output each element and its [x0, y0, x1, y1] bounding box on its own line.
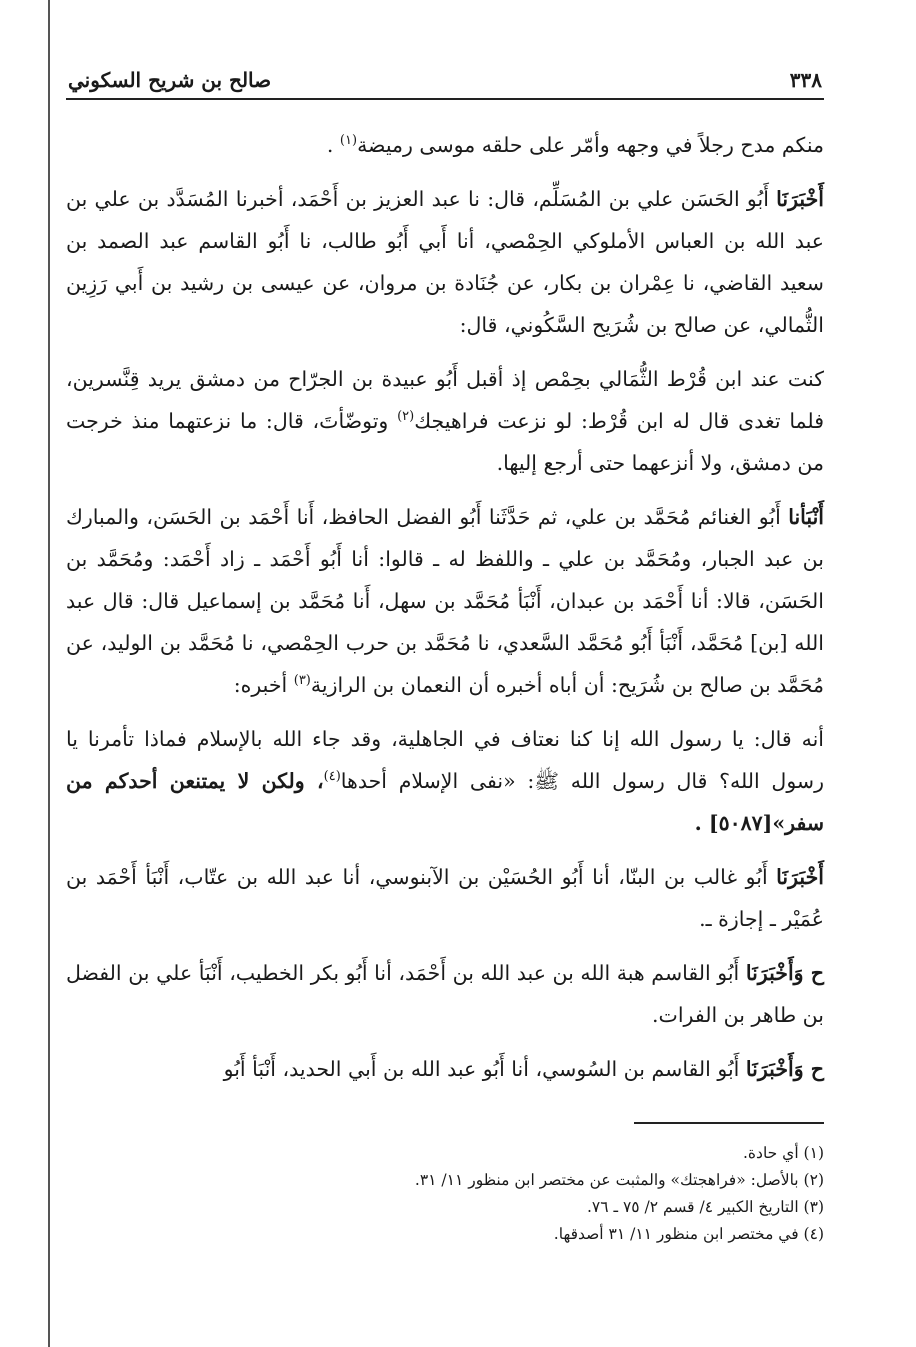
footnote: (٣) التاريخ الكبير ٤/ قسم ٢/ ٧٥ ـ ٧٦.	[586, 1198, 824, 1216]
page	[66, 58, 824, 1347]
isnad-lead: أَخْبَرَنَا	[776, 865, 824, 889]
isnad-lead: أَنْبَأنا	[788, 505, 824, 529]
page-number: ٣٣٨	[789, 68, 822, 92]
running-header	[66, 58, 824, 100]
footnote-ref: (٣)	[293, 673, 311, 689]
footnote-separator	[634, 1122, 824, 1124]
isnad-lead: ح وَأَخْبَرَنَا	[745, 1057, 824, 1081]
footnote-ref: (٢)	[397, 409, 415, 425]
isnad-lead: أَخْبَرَنَا	[776, 187, 824, 211]
isnad-lead: ح وَأَخْبَرَنَا	[745, 961, 824, 985]
footnote-ref: (٤)	[323, 769, 341, 785]
paragraph: ح وَأَخْبَرَنَا أَبُو القاسم هبة الله بن عبد الله بن أَحْمَد، أنا أَبُو بكر الخطيب، أَنْبَأ علي بن الفضل بن طاهر بن الفرات.	[66, 961, 824, 1027]
footnote: (١) أي حادة.	[743, 1144, 824, 1162]
paragraph: كنت عند ابن قُرْط الثُّمَالي بحِمْص إذ أقبل أَبُو عبيدة بن الجرّاح من دمشق يريد قِنَّسرين، فلما تغدى قال له ابن قُرْط: لو نزعت فراهيجك$^{(٢)}$ وتوضّأتَ، قال: ما نزعتهما منذ خرجت من دمشق، ولا أنزعهما حتى أرجع إليها.	[66, 367, 824, 475]
footnote-ref: (١)	[339, 133, 358, 149]
running-title: صالح بن شريح السكوني	[68, 68, 272, 92]
footnote: (٢) بالأصل: «فراهجتك» والمثبت عن مختصر ابن منظور ١١/ ٣١.	[414, 1171, 824, 1189]
paragraph: أَخْبَرَنَا أَبُو غالب بن البنّا، أنا أَبُو الحُسَيْن بن الآبنوسي، أنا عبد الله بن عتّاب، أَنْبَأ أَحْمَد بن عُمَيْر ـ إجازة ـ.	[66, 865, 824, 931]
margin-rule	[48, 0, 50, 1347]
paragraph: أَخْبَرَنَا أَبُو الحَسَن علي بن المُسَلِّم، قال: نا عبد العزيز بن أَحْمَد، أخبرنا المُسَدَّد بن علي بن عبد الله بن العباس الأملوكي الحِمْصي، أنا أَبي أَبُو طالب، نا أَبُو القاسم عبد الصمد بن سعيد القاضي، نا عِمْران بن بكار، عن جُنَادة بن مروان، عن عيسى بن رشيد بن أَبي رَزِين الثُّمالي، عن صالح بن شُرَيح السَّكُوني، قال:	[66, 187, 824, 337]
paragraph: أنه قال: يا رسول الله إنا كنا نعتاف في الجاهلية، وقد جاء الله بالإسلام فماذا تأمرنا يا رسول الله؟ قال رسول الله ﷺ: «نفى الإسلام أحدها$^{(٤)}$، ولكن لا يمتنعن أحدكم من سفر»[٥٠٨٧] .	[66, 727, 824, 835]
paragraph: ح وَأَخْبَرَنَا أَبُو القاسم بن السُوسي، أنا أَبُو عبد الله بن أَبي الحديد، أَنْبَأ أَبُو	[223, 1057, 824, 1081]
paragraph: أَنْبَأنا أَبُو الغنائم مُحَمَّد بن علي، ثم حَدَّثَنا أَبُو الفضل الحافظ، أَنا أَحْمَد بن الحَسَن، والمبارك بن عبد الجبار، ومُحَمَّد بن علي ـ واللفظ له ـ قالوا: أنا أَبُو أَحْمَد ـ زاد أَحْمَد: ومُحَمَّد بن الحَسَن، قالا: أنا أَحْمَد بن عبدان، أَنْبَأ مُحَمَّد بن سهل، أَنا مُحَمَّد بن إسماعيل قال: قال عبد الله [بن] مُحَمَّد، أَنْبَأ أَبُو مُحَمَّد السَّعدي، نا مُحَمَّد بن حرب الحِمْصي، نا مُحَمَّد بن الوليد، عن مُحَمَّد بن صالح بن شُرَيح: أن أباه أخبره أن النعمان بن الرازية$^{(٣)}$ أخبره:	[66, 505, 824, 697]
footnote: (٤) في مختصر ابن منظور ١١/ ٣١ أصدقها.	[553, 1225, 824, 1243]
body-text	[66, 124, 824, 1090]
footnotes	[66, 1140, 824, 1248]
paragraph: منكم مدح رجلاً في وجهه وأمّر على حلقه موسى رميضة$^{(١)}$ .	[326, 133, 824, 157]
